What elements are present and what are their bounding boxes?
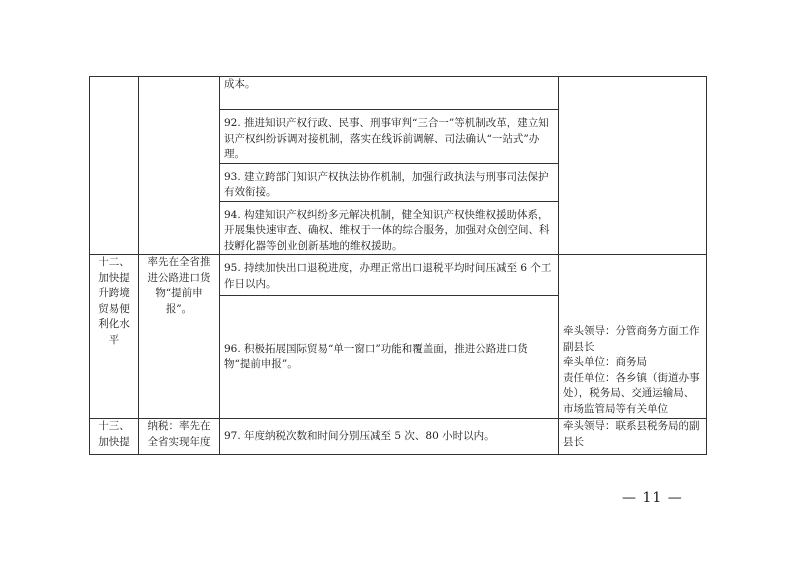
goal-cell (139, 255, 220, 419)
section-goal: 率先在全省推进公路进口货物“提前申报”。 (147, 256, 211, 315)
measure-cell: 成本。 (220, 77, 559, 110)
section-title: 十二、加快提升跨境贸易便利化水平 (98, 256, 130, 346)
goal-cell (139, 419, 220, 455)
responsibility-cell (559, 255, 707, 419)
section-title: 十三、加快提 (98, 420, 130, 448)
table-row (90, 77, 707, 110)
measure-cell: 92. 推进知识产权行政、民事、刑事审判“三合一”等机制改革，建立知识产权纠纷诉调对接机制，落实在线诉前调解、司法确认“一站式”办理。 (220, 110, 559, 164)
table-row (90, 419, 707, 455)
category-cell-empty (90, 77, 139, 255)
page-number: — 11 — (622, 490, 683, 506)
category-cell (90, 419, 139, 455)
responsibility-cell-empty (559, 77, 707, 255)
responsibility-cell (559, 419, 707, 455)
goal-cell-empty (139, 77, 220, 255)
section-goal: 纳税：率先在全省实现年度 (147, 420, 211, 448)
measure-cell: 94. 构建知识产权纠纷多元解决机制，健全知识产权快维权援助体系，开展集快速审查、确权、维权于一体的综合服务，加强对众创空间、科技孵化器等创业创新基地的维权援助。 (220, 201, 559, 255)
measure-cell: 97. 年度纳税次数和时间分别压减至 5 次、80 小时以内。 (220, 419, 559, 455)
task-table (89, 76, 707, 455)
measure-cell: 95. 持续加快出口退税进度，办理正常出口退税平均时间压减至 6 个工作日以内。 (220, 255, 559, 296)
measure-cell: 96. 积极拓展国际贸易“单一窗口”功能和覆盖面，推进公路进口货物“提前申报”。 (220, 296, 559, 419)
table-row (90, 255, 707, 296)
section-responsibility: 牵头领导：分管商务方面工作副县长 牵头单位：商务局 责任单位：各乡镇（街道办事处），税务局、交通运输局、市场监管局等有关单位 (563, 325, 700, 415)
measure-cell: 93. 建立跨部门知识产权执法协作机制，加强行政执法与刑事司法保护有效衔接。 (220, 163, 559, 201)
category-cell (90, 255, 139, 419)
section-responsibility: 牵头领导：联系县税务局的副县长 (563, 420, 700, 448)
